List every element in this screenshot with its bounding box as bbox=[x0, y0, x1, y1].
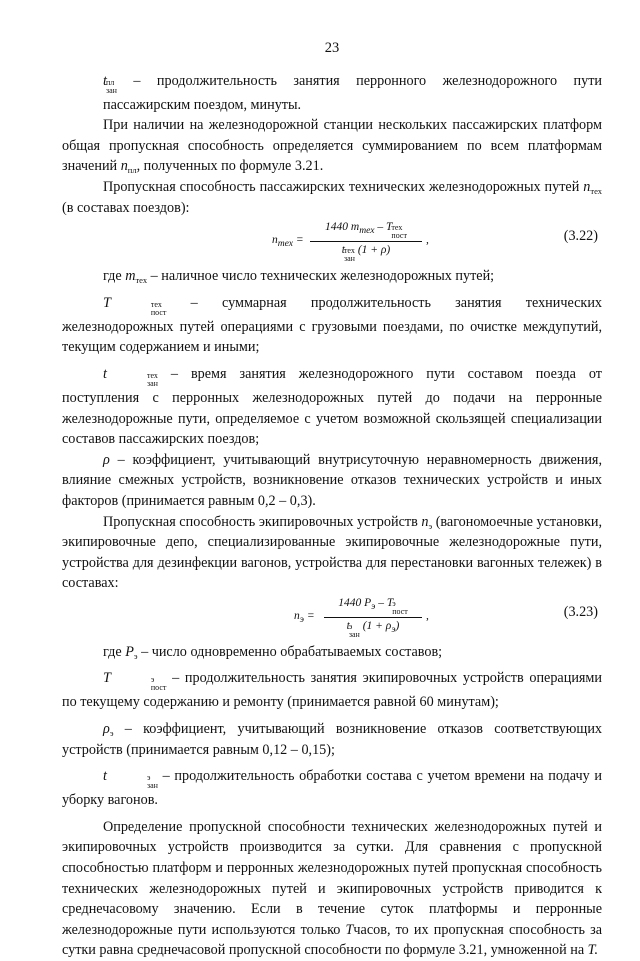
paragraph-equip-capacity bbox=[62, 512, 602, 594]
text-b5: – суммарная продолжительность занятия технических железнодорожных путей операциями с грузовыми поездами, по очистке междупутий, текущим содержанием и иными; bbox=[62, 294, 603, 356]
text-b13-mid: часов, то их пропускная способность за сутки равна среднечасовой пропускной способности по формуле 3.21, умноженной на bbox=[62, 921, 603, 959]
text-b2-tail: , полученных по формуле 3.21. bbox=[136, 158, 324, 175]
symbol-T-end: T. bbox=[587, 942, 599, 959]
text-b8-tail: (вагономоечные установки, экипировочные депо, специализированные экипировочные железнодорожные пути, устройства для дезинфекции вагонов, устройства для перестановки вагонных тележек) в составах: bbox=[62, 513, 602, 592]
symbol-rho-e: $\rho_э$ bbox=[103, 721, 114, 739]
text-b3-tail: (в составах поездов): bbox=[62, 199, 190, 216]
symbol-T-hours: T bbox=[345, 921, 354, 938]
formula-3-22-numerator: 1440 $m_{тех}$ – T тех пост bbox=[325, 221, 407, 241]
symbol-n-e: $n_э$ bbox=[421, 513, 433, 531]
page-number: 23 bbox=[324, 40, 340, 56]
text-b13: Определение пропускной способности технических железнодорожных путей и экипировочных устройств производится за сутки. Для сравнения с пропускной способностью платформ и перронных железнодорожных путей пропускная способность технических железнодорожных путей и экипировочных устройств приводится к среднечасовому значению. Если в течение суток платформы и перронные железнодорожные пути используются только bbox=[62, 818, 602, 938]
symbol-n-pl: $n_{пл}$ bbox=[120, 158, 137, 176]
formula-3-23-number: (3.23) bbox=[563, 603, 598, 620]
paragraph-t-zan-e bbox=[62, 766, 602, 811]
paragraph-rho bbox=[62, 450, 602, 512]
formula-3-23-fraction bbox=[324, 596, 422, 639]
text-b9-tail: – число одновременно обрабатываемых составов; bbox=[141, 643, 443, 660]
text-b1: – продолжительность занятия перронного железнодорожного пути пассажирским поездом, минуты. bbox=[103, 72, 603, 113]
text-b12: – продолжительность обработки состава с учетом времени на подачу и уборку вагонов. bbox=[62, 768, 603, 809]
text-b9: где bbox=[103, 643, 122, 660]
symbol-t-zan-e: t э зан bbox=[103, 768, 158, 791]
formula-3-22-number: (3.22) bbox=[563, 228, 598, 245]
formula-3-23-comma: , bbox=[426, 609, 429, 622]
text-b8: Пропускная способность экипировочных устройств bbox=[103, 513, 418, 530]
symbol-T-post-e: T э пост bbox=[103, 670, 167, 693]
text-b2: При наличии на железнодорожной станции нескольких пассажирских платформ общая пропускная способность определяется суммированием по всем платформам значений bbox=[62, 117, 602, 175]
text-b3: Пропускная способность пассажирских технических железнодорожных путей bbox=[103, 178, 580, 195]
paragraph-t-zan-pl bbox=[62, 71, 602, 116]
text-b7: – коэффициент, учитывающий внутрисуточную неравномерность движения, влияние смежных устройств, возникновение отказов технических устройств и иных факторов (принимается равным 0,2 – 0,3). bbox=[62, 451, 602, 509]
symbol-n-tex: $n_{тех}$ bbox=[583, 178, 602, 196]
paragraph-where-P bbox=[62, 642, 602, 663]
paragraph-tech-capacity bbox=[62, 177, 602, 218]
formula-3-22-comma: , bbox=[426, 234, 429, 247]
formula-3-23 bbox=[62, 596, 602, 640]
paragraph-platforms bbox=[62, 115, 602, 177]
formula-3-22-bar bbox=[310, 241, 422, 242]
formula-3-22-denominator: t тех зан (1 + ρ) bbox=[341, 244, 391, 264]
formula-3-23-lhs: $n_э$ = bbox=[294, 609, 315, 625]
symbol-T-post-tex: T тех пост bbox=[103, 294, 167, 317]
symbol-t-zan-pl: t пл зан bbox=[103, 72, 117, 95]
paragraph-rho-e bbox=[62, 719, 602, 760]
formula-3-23-numerator: 1440 $P_э$ – T э пост bbox=[338, 596, 408, 616]
formula-3-22-fraction bbox=[310, 220, 422, 263]
formula-3-23-bar bbox=[324, 617, 422, 618]
symbol-m-tex: $m_{тех}$ bbox=[125, 268, 148, 286]
paragraph-t-zan-tex bbox=[62, 364, 602, 450]
paragraph-determination bbox=[62, 817, 602, 961]
text-b10: – продолжительность занятия экипировочных устройств операциями по текущему содержанию и ремонту (принимается равной 60 минутам); bbox=[62, 670, 603, 711]
paragraph-T-post-e bbox=[62, 668, 602, 713]
formula-3-23-denominator: t э зан $(1 + \rho_э)$ bbox=[346, 619, 400, 639]
text-b4-tail: – наличное число технических железнодорожных путей; bbox=[150, 268, 495, 285]
text-b11: – коэффициент, учитывающий возникновение отказов соответствующих устройств (принимается равным 0,12 – 0,15); bbox=[62, 721, 603, 758]
paragraph-T-post-tex bbox=[62, 293, 602, 358]
text-b4: где bbox=[103, 268, 122, 285]
paragraph-where-m bbox=[62, 266, 602, 287]
formula-3-22 bbox=[62, 220, 602, 264]
symbol-P-e: $P_э$ bbox=[125, 643, 138, 661]
text-b6: – время занятия железнодорожного пути составом поезда от поступления с перронных железнодорожных путей до подачи на перронные железнодорожные пути, определяемое с учетом возможной скользящей специализации составов пассажирских поездов; bbox=[62, 365, 602, 448]
formula-3-22-lhs: $n_{тех}$ = bbox=[272, 234, 304, 250]
symbol-rho: ρ bbox=[103, 451, 110, 468]
symbol-t-zan-tex: t тех зан bbox=[103, 365, 158, 388]
